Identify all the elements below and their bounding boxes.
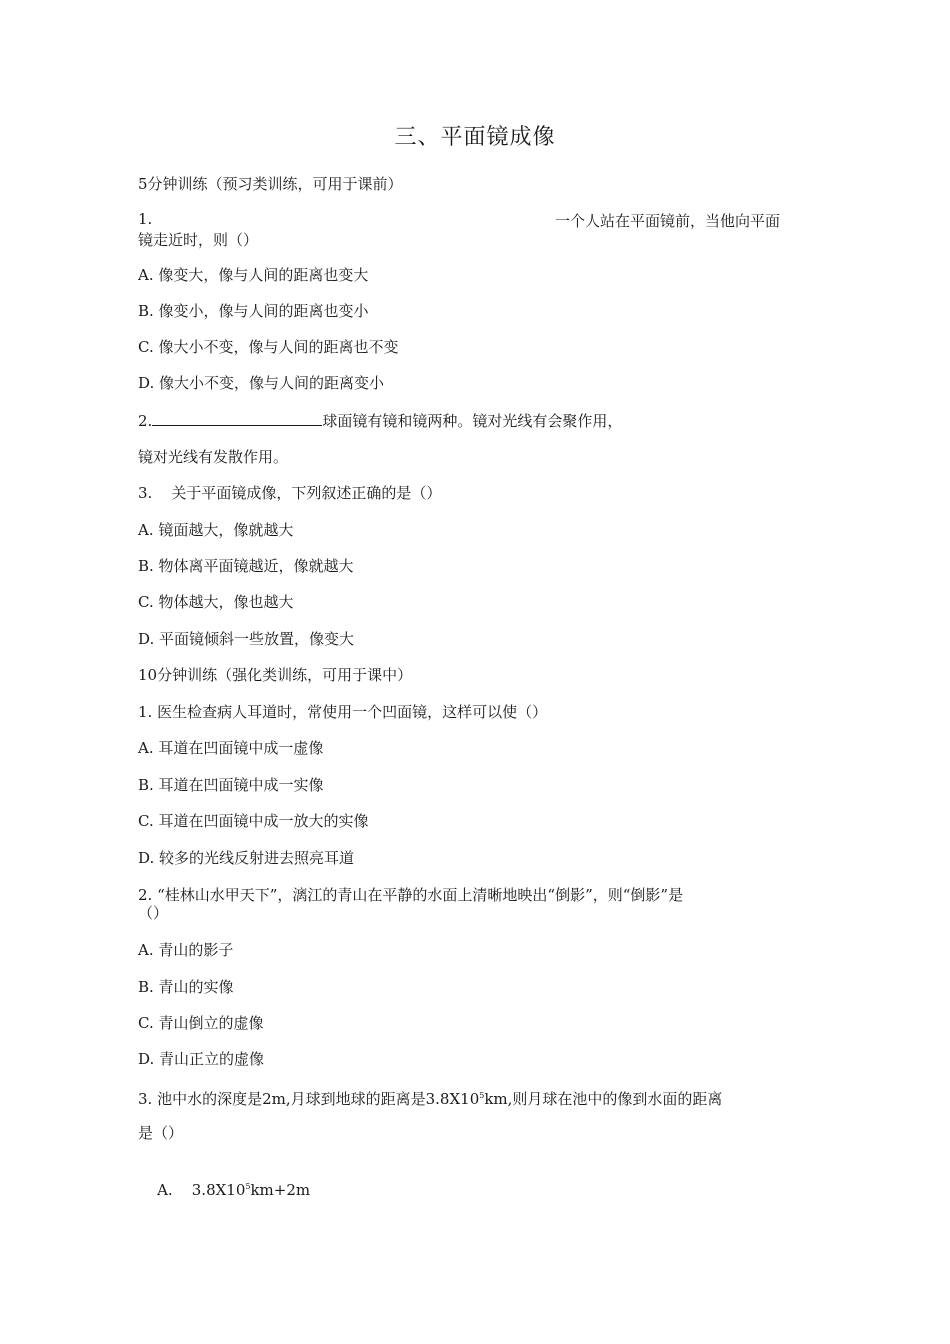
option-b: B. 青山的实像: [138, 978, 234, 996]
question-2: [138, 411, 622, 430]
option-d: D. 平面镜倾斜一些放置，像变大: [138, 630, 355, 648]
option-d: D. 像大小不变，像与人间的距离变小: [138, 374, 385, 392]
question-text-continued: 镜走近时，则（）: [138, 231, 259, 249]
option-b: B. 像变小，像与人间的距离也变小: [138, 302, 369, 320]
question-text: 球面镜有镜和镜两种。镜对光线有会聚作用，: [322, 412, 623, 430]
option-d: D. 青山正立的虚像: [138, 1050, 265, 1068]
option-text: A. 3.8X10: [157, 1181, 246, 1199]
option-c: C. 青山倒立的虚像: [138, 1014, 264, 1032]
exponent: 5: [479, 1091, 485, 1100]
section-heading-10min: 10分钟训练（强化类训练，可用于课中）: [138, 666, 413, 684]
option-c: C. 物体越大，像也越大: [138, 593, 294, 611]
option-text: km+2m: [250, 1181, 311, 1199]
question-text: km,则月球在池中的像到水面的距离: [484, 1090, 723, 1108]
question-text-continued: （）: [138, 904, 169, 922]
question-3: [138, 1087, 722, 1108]
option-b: B. 耳道在凹面镜中成一实像: [138, 776, 324, 794]
question-text: 一个人站在平面镜前，当他向平面: [555, 212, 781, 230]
page-title: 三、平面镜成像: [394, 125, 556, 150]
option-a: A. 镜面越大，像就越大: [138, 521, 294, 539]
option-a: A. 像变大，像与人间的距离也变大: [138, 266, 369, 284]
option-c: C. 耳道在凹面镜中成一放大的实像: [138, 812, 369, 830]
section-heading-5min: 5分钟训练（预习类训练，可用于课前）: [138, 175, 403, 193]
option-a: A. 青山的影子: [138, 941, 234, 959]
option-c: C. 像大小不变，像与人间的距离也不变: [138, 338, 399, 356]
option-a: A. 耳道在凹面镜中成一虚像: [138, 739, 324, 757]
question-text-continued: 是（）: [138, 1124, 184, 1142]
exponent: 5: [245, 1182, 251, 1191]
question-3: 3. 关于平面镜成像，下列叙述正确的是（）: [138, 484, 442, 502]
question-number: 1.: [138, 210, 153, 228]
answer-blank: [152, 411, 322, 426]
question-1: 1. 医生检查病人耳道时，常使用一个凹面镜，这样可以使（）: [138, 703, 548, 721]
option-b: B. 物体离平面镜越近，像就越大: [138, 557, 354, 575]
option-d: D. 较多的光线反射进去照亮耳道: [138, 849, 355, 867]
question-text-continued: 镜对光线有发散作用。: [138, 448, 289, 466]
question-number: 2.: [138, 412, 153, 430]
question-text: 3. 池中水的深度是2m,月球到地球的距离是3.8X10: [138, 1090, 480, 1108]
option-a: [138, 1160, 310, 1217]
question-2: 2. “桂林山水甲天下”，漓江的青山在平静的水面上清晰地映出“倒影”，则“倒影”是: [138, 886, 684, 904]
